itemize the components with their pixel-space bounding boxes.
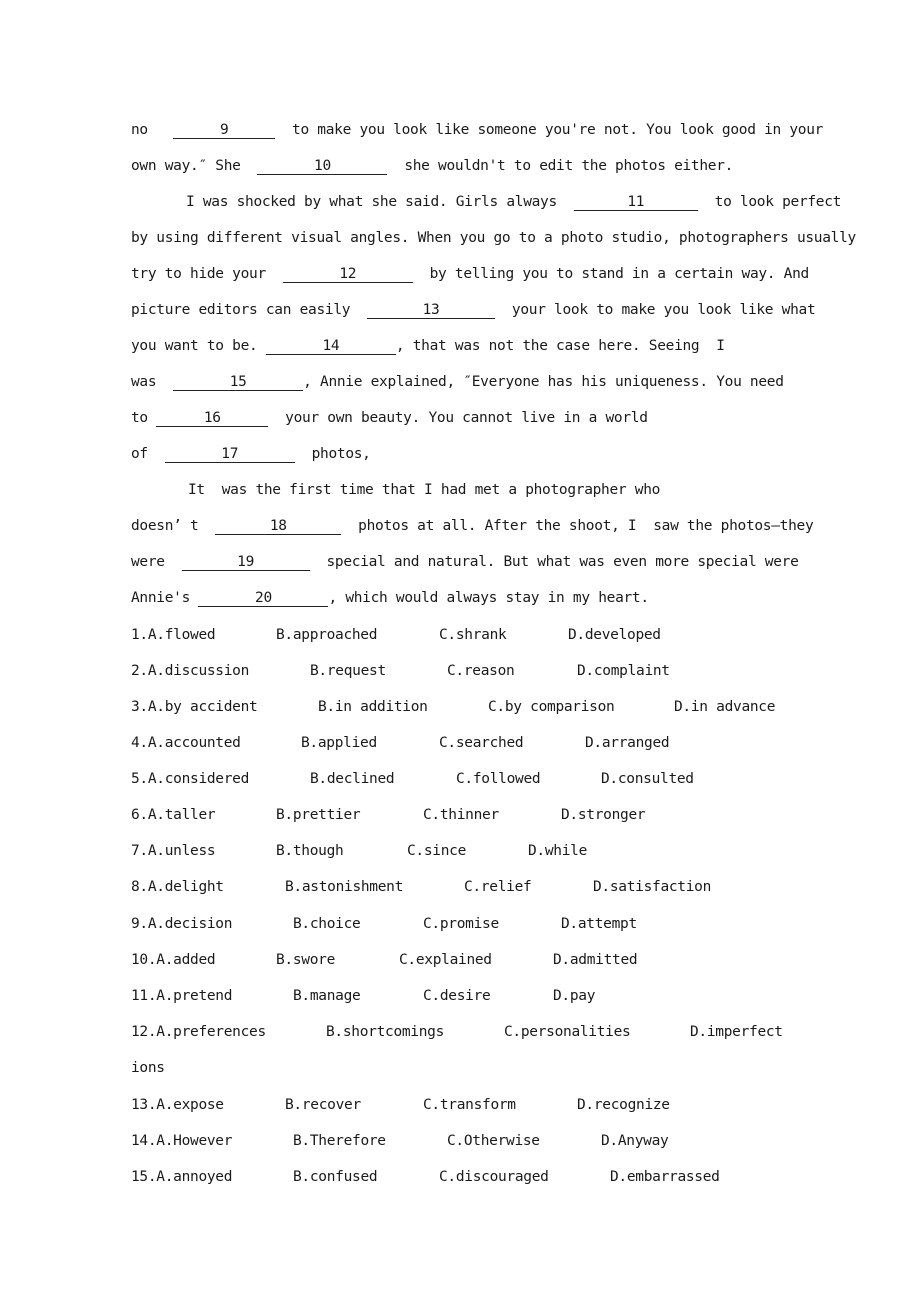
question-option: D.stronger: [561, 807, 646, 823]
question-option: D.pay: [553, 988, 596, 1004]
passage-text: try to hide your: [131, 266, 283, 282]
passage-line: [131, 445, 371, 463]
answer-blank-17[interactable]: [165, 446, 295, 463]
passage-text: , which would always stay in my heart.: [328, 590, 649, 606]
question-option: 13.A.expose: [131, 1097, 224, 1113]
question-option: 8.A.delight: [131, 879, 224, 895]
passage-text: was: [131, 374, 174, 390]
passage-text: you want to be.: [131, 338, 266, 354]
question-option: D.embarrassed: [610, 1169, 720, 1185]
passage-text: your own beauty. You cannot live in a world: [268, 410, 648, 426]
question-option: C.reason: [447, 663, 515, 679]
question-option: B.astonishment: [285, 879, 404, 895]
passage-line: [131, 373, 784, 391]
question-option: C.promise: [423, 916, 499, 932]
passage-line: [131, 589, 649, 607]
question-option: B.confused: [293, 1169, 378, 1185]
passage-text: she wouldn't to edit the photos either.: [387, 158, 734, 174]
question-option: D.attempt: [561, 916, 637, 932]
question-option: B.choice: [293, 916, 361, 932]
question-option: D.consulted: [601, 771, 694, 787]
passage-text: doesn’ t: [131, 518, 216, 534]
question-option: B.request: [310, 663, 386, 679]
question-option: C.transform: [423, 1097, 516, 1113]
question-option: 2.A.discussion: [131, 663, 250, 679]
question-option: B.approached: [276, 627, 378, 643]
blank-number: 14: [322, 338, 340, 354]
blank-number: 11: [627, 194, 645, 210]
blank-number: 18: [269, 518, 287, 534]
question-option: C.searched: [439, 735, 524, 751]
answer-blank-10[interactable]: [257, 158, 387, 175]
question-option: 4.A.accounted: [131, 735, 241, 751]
question-option: 9.A.decision: [131, 916, 233, 932]
question-option: C.personalities: [504, 1024, 631, 1040]
passage-line: [131, 517, 813, 535]
question-option: D.satisfaction: [593, 879, 712, 895]
passage-text: to look perfect: [697, 194, 842, 210]
answer-blank-13[interactable]: [367, 302, 495, 319]
question-option: B.though: [276, 843, 344, 859]
question-option: D.Anyway: [601, 1133, 669, 1149]
blank-number: 9: [219, 122, 229, 138]
blank-number: 19: [237, 554, 255, 570]
question-option: C.by comparison: [488, 699, 615, 715]
passage-line: [131, 337, 725, 355]
question-option: C.discouraged: [439, 1169, 549, 1185]
passage-text: by using different visual angles. When you go to a photo studio, photographers usually: [131, 230, 856, 246]
passage-line: [131, 157, 733, 175]
answer-blank-12[interactable]: [283, 266, 413, 283]
passage-text: to: [131, 410, 157, 426]
passage-text: own way.″ She: [131, 158, 258, 174]
question-option: 3.A.by accident: [131, 699, 258, 715]
passage-text: no: [131, 122, 174, 138]
question-option: B.prettier: [276, 807, 361, 823]
answer-blank-20[interactable]: [198, 590, 328, 607]
question-option: D.admitted: [553, 952, 638, 968]
passage-text: , Annie explained, ″Everyone has his uniqueness. You need: [303, 374, 784, 390]
passage-line: [131, 553, 799, 571]
passage-text: special and natural. But what was even more special were: [309, 554, 799, 570]
question-option: B.swore: [276, 952, 336, 968]
question-option: B.declined: [310, 771, 395, 787]
question-option: D.in advance: [674, 699, 776, 715]
question-option: 15.A.annoyed: [131, 1169, 233, 1185]
answer-blank-19[interactable]: [182, 554, 310, 571]
passage-text: to make you look like someone you're not. You look good in your: [275, 122, 824, 138]
question-option: C.thinner: [423, 807, 499, 823]
question-option: D.developed: [568, 627, 661, 643]
question-option: D.recognize: [577, 1097, 670, 1113]
passage-text: It was the first time that I had met a photographer who: [188, 482, 661, 498]
question-option: B.manage: [293, 988, 361, 1004]
passage-line: [186, 193, 841, 211]
passage-text: by telling you to stand in a certain way. And: [412, 266, 809, 282]
question-option: B.applied: [301, 735, 377, 751]
question-option: C.Otherwise: [447, 1133, 540, 1149]
passage-text: your look to make you look like what: [495, 302, 816, 318]
question-option: D.complaint: [577, 663, 670, 679]
question-option: 10.A.added: [131, 952, 216, 968]
question-option: C.since: [407, 843, 467, 859]
answer-blank-9[interactable]: [173, 122, 275, 139]
passage-line: [188, 481, 660, 499]
passage-line: [131, 301, 815, 319]
passage-text: photos,: [294, 446, 371, 462]
question-option: 1.A.flowed: [131, 627, 216, 643]
blank-number: 10: [314, 158, 331, 174]
question-option: C.desire: [423, 988, 491, 1004]
question-option: B.recover: [285, 1097, 361, 1113]
answer-blank-14[interactable]: [266, 338, 396, 355]
passage-line: [131, 409, 648, 427]
answer-blank-11[interactable]: [574, 194, 698, 211]
blank-number: 16: [203, 410, 221, 426]
question-option: C.explained: [399, 952, 492, 968]
question-option: 14.A.However: [131, 1133, 233, 1149]
question-option: D.while: [528, 843, 588, 859]
question-option: B.in addition: [318, 699, 428, 715]
blank-number: 17: [221, 446, 239, 462]
passage-line: [131, 229, 856, 247]
answer-blank-16[interactable]: [156, 410, 268, 427]
passage-text: photos at all. After the shoot, I saw the photos—they: [341, 518, 814, 534]
question-option: B.Therefore: [293, 1133, 386, 1149]
question-option: D.imperfect: [690, 1024, 783, 1040]
question-option: 5.A.considered: [131, 771, 250, 787]
question-option: 11.A.pretend: [131, 988, 233, 1004]
answer-blank-18[interactable]: [215, 518, 341, 535]
blank-number: 12: [339, 266, 357, 282]
passage-text: Annie's: [131, 590, 199, 606]
blank-number: 15: [229, 374, 247, 390]
question-option: B.shortcomings: [326, 1024, 445, 1040]
passage-text: , that was not the case here. Seeing I: [395, 338, 725, 354]
answer-blank-15[interactable]: [173, 374, 303, 391]
question-option: 12.A.preferences: [131, 1024, 266, 1040]
question-option: 7.A.unless: [131, 843, 216, 859]
question-option: ions: [131, 1060, 165, 1076]
question-option: C.followed: [456, 771, 541, 787]
passage-line: [131, 265, 809, 283]
blank-number: 20: [255, 590, 272, 606]
question-option: C.shrank: [439, 627, 507, 643]
question-option: C.relief: [464, 879, 532, 895]
passage-text: of: [131, 446, 165, 462]
passage-text: I was shocked by what she said. Girls always: [186, 194, 574, 210]
passage-line: [131, 121, 823, 139]
blank-number: 13: [422, 302, 440, 318]
passage-text: were: [131, 554, 182, 570]
question-option: 6.A.taller: [131, 807, 216, 823]
passage-text: picture editors can easily: [131, 302, 368, 318]
question-option: D.arranged: [585, 735, 670, 751]
